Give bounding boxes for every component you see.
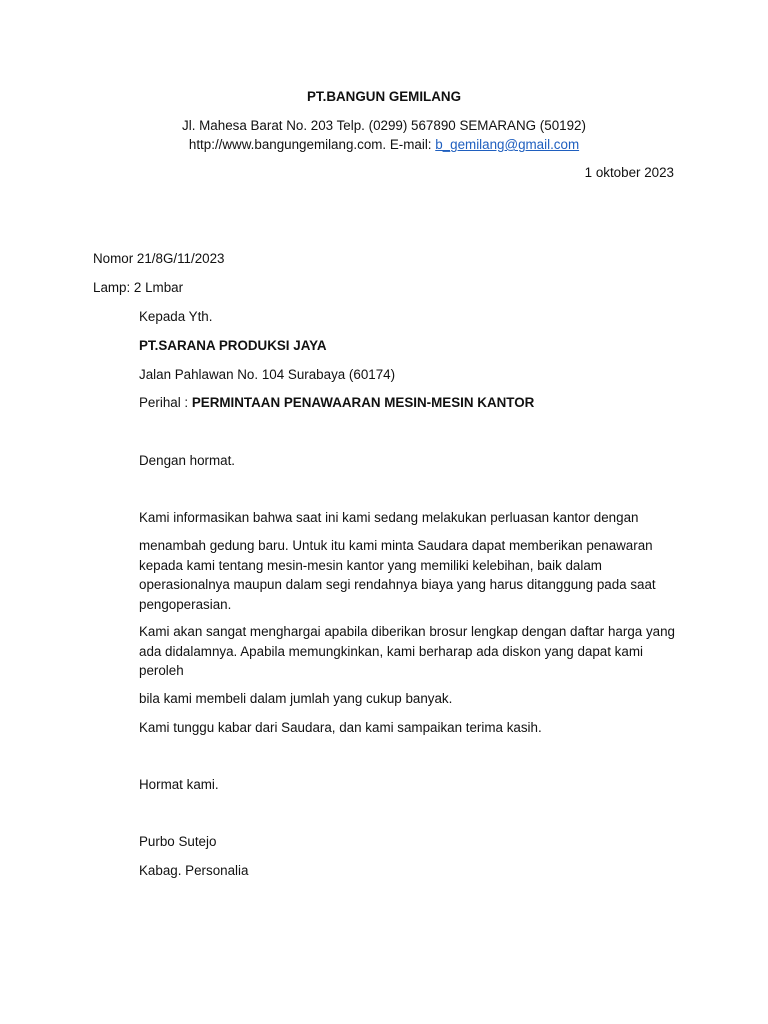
company-name: PT.BANGUN GEMILANG	[307, 89, 461, 104]
body-paragraph-4: Kami tunggu kabar dari Saudara, dan kami sampaikan terima kasih.	[139, 720, 542, 735]
body-paragraph-2: Kami akan sangat menghargai apabila diberikan brosur lengkap dengan daftar harga yang ada didalamnya. Apabila memungkinkan, kami berharap ada diskon yang dapat kami peroleh	[139, 624, 675, 678]
salutation: Dengan hormat.	[139, 453, 236, 468]
company-contact	[0, 135, 768, 154]
letter-date: 1 oktober 2023	[584, 165, 674, 180]
company-address: Jl. Mahesa Barat No. 203 Telp. (0299) 567890 SEMARANG (50192)	[182, 118, 586, 133]
subject-label: Perihal :	[139, 395, 192, 410]
recipient-greeting: Kepada Yth.	[139, 309, 213, 324]
attachment-count: Lamp: 2 Lmbar	[93, 280, 184, 295]
recipient-name: PT.SARANA PRODUKSI JAYA	[139, 338, 327, 353]
company-email-link[interactable]: b_gemilang@gmail.com	[435, 137, 580, 152]
subject-line	[139, 393, 534, 412]
body-paragraph-1: menambah gedung baru. Untuk itu kami minta Saudara dapat memberikan penawaran kepada kami tentang mesin-mesin kantor yang memiliki kelebihan, baik dalam operasionalnya maupun dalam segi rendahnya biaya yang harus ditanggung pada saat pengoperasian.	[139, 538, 656, 612]
recipient-address: Jalan Pahlawan No. 104 Surabaya (60174)	[139, 367, 396, 382]
letter-number: Nomor 21/8G/11/2023	[93, 251, 225, 266]
signer-title: Kabag. Personalia	[139, 863, 249, 878]
company-website: http://www.bangungemilang.com. E-mail:	[188, 137, 436, 152]
body-paragraph-1-first-line: Kami informasikan bahwa saat ini kami sedang melakukan perluasan kantor dengan	[139, 510, 639, 525]
signer-name: Purbo Sutejo	[139, 834, 217, 849]
body-paragraph-3: bila kami membeli dalam jumlah yang cukup banyak.	[139, 691, 453, 706]
subject-text: PERMINTAAN PENAWAARAN MESIN-MESIN KANTOR	[191, 395, 535, 410]
closing: Hormat kami.	[139, 777, 219, 792]
